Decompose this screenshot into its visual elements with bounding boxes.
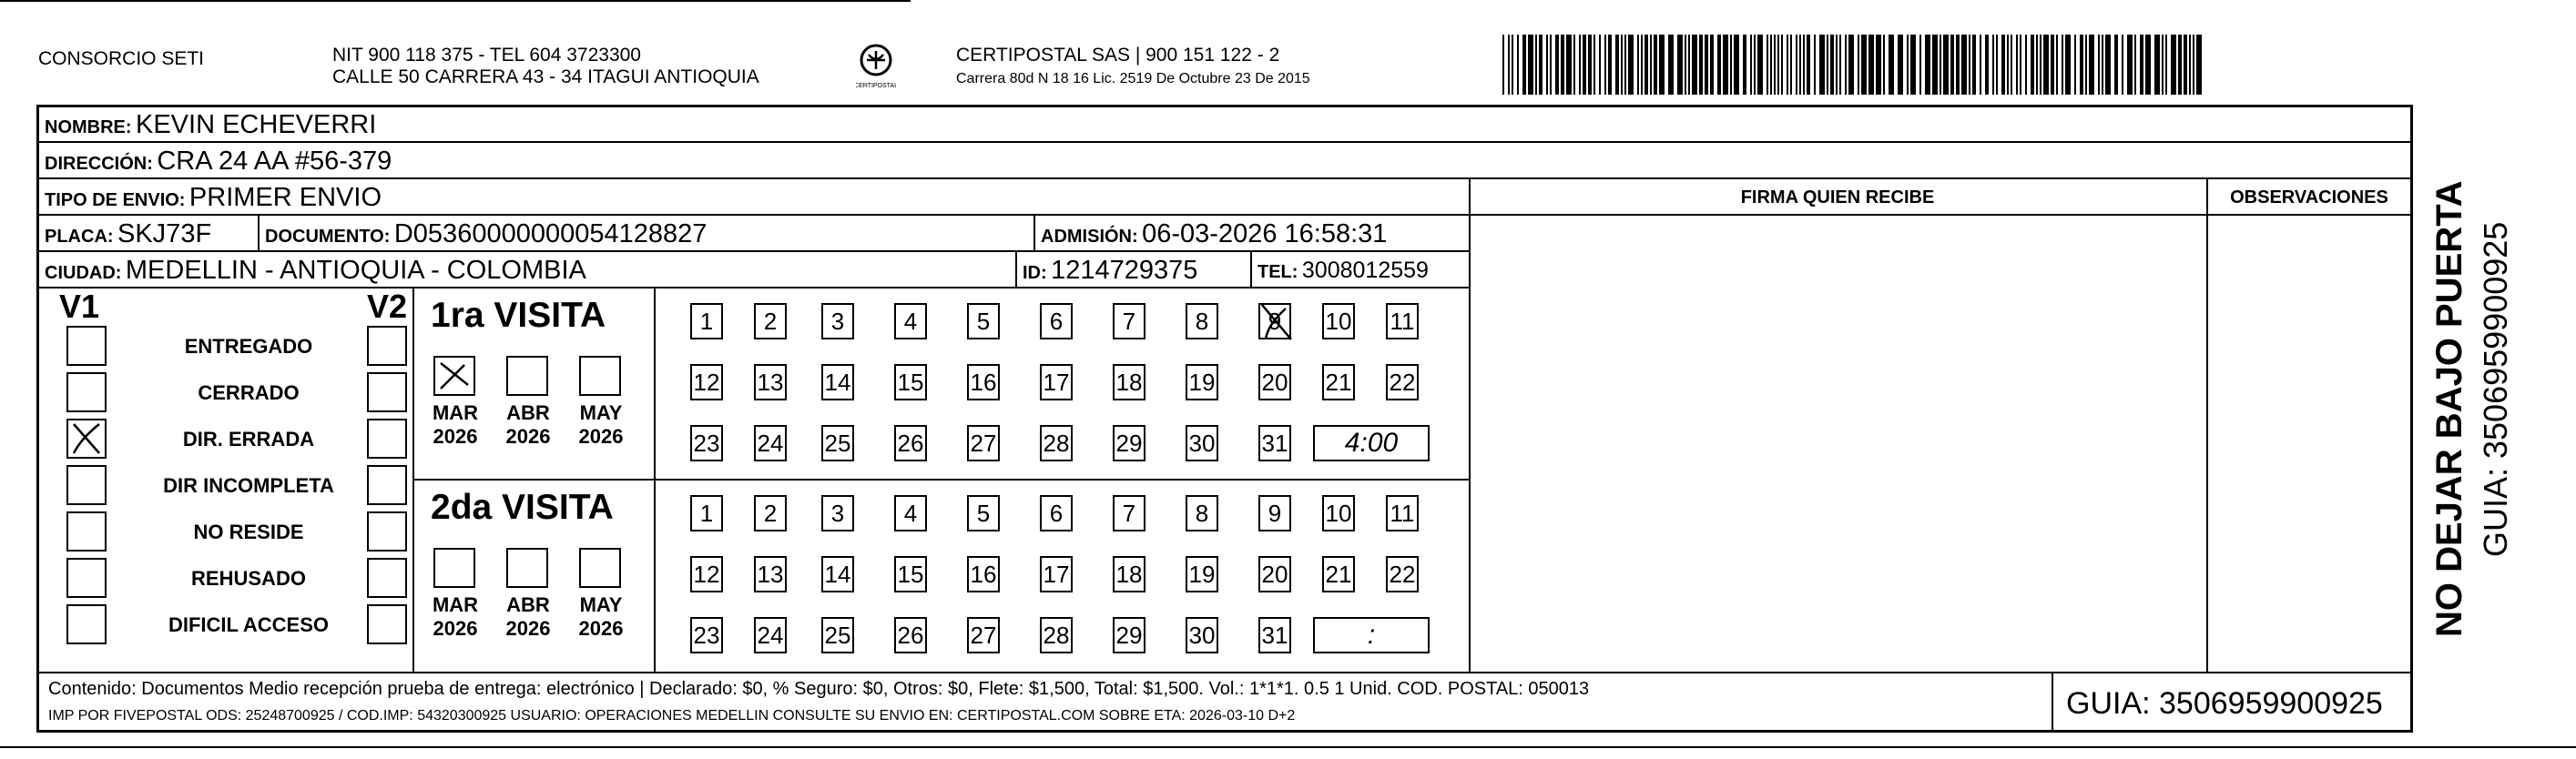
nit-tel: NIT 900 118 375 - TEL 604 3723300 (332, 45, 641, 66)
visit-title: 2da VISITA (431, 488, 614, 527)
day-box[interactable]: 8 (1186, 495, 1218, 531)
firma-header: FIRMA QUIEN RECIBE (1740, 187, 1935, 207)
day-box[interactable]: 10 (1322, 303, 1355, 339)
status-label: ENTREGADO (184, 335, 313, 358)
documento-label: DOCUMENTO: (265, 227, 391, 247)
day-box[interactable]: 24 (754, 425, 787, 461)
v1-checkbox[interactable] (66, 372, 107, 412)
v1-checkbox[interactable] (66, 558, 107, 598)
v1-checkbox[interactable] (66, 326, 107, 366)
day-box[interactable]: 3 (821, 303, 854, 339)
id-label: ID: (1023, 263, 1047, 283)
certipostal-logo (856, 42, 896, 89)
day-box[interactable]: 20 (1258, 364, 1291, 400)
id-row (1023, 255, 1197, 290)
month-name: ABR (506, 593, 550, 616)
nombre-value: KEVIN ECHEVERRI (136, 110, 377, 139)
v2-checkbox[interactable] (367, 511, 407, 552)
status-label: DIR INCOMPLETA (163, 474, 334, 497)
month-year: 2026 (433, 425, 478, 448)
day-box[interactable]: 16 (967, 364, 1000, 400)
ciudad-row (45, 255, 586, 290)
time-box[interactable]: 4:00 (1313, 425, 1430, 461)
day-box[interactable]: 4 (894, 303, 927, 339)
month-name: MAR (432, 401, 479, 424)
day-box[interactable]: 9 (1258, 303, 1291, 339)
day-box[interactable]: 15 (894, 556, 927, 592)
day-box[interactable]: 30 (1186, 617, 1218, 653)
day-box[interactable]: 30 (1186, 425, 1218, 461)
admision-label: ADMISIÓN: (1041, 227, 1138, 247)
tel-row (1257, 255, 1429, 289)
month-year: 2026 (578, 425, 624, 448)
visit-title: 1ra VISITA (431, 296, 606, 335)
month-checkbox[interactable] (579, 356, 621, 396)
placa-label: PLACA: (45, 227, 114, 247)
day-box[interactable]: 2 (754, 303, 787, 339)
day-box[interactable]: 21 (1322, 556, 1355, 592)
v1-header: V1 (59, 288, 100, 325)
day-box[interactable]: 24 (754, 617, 787, 653)
month-name: MAR (432, 593, 479, 616)
month-label (499, 593, 557, 641)
admision-row (1041, 218, 1387, 254)
day-box[interactable]: 29 (1113, 617, 1145, 653)
id-value: 1214729375 (1051, 256, 1198, 285)
month-name: ABR (506, 401, 550, 424)
tipo-row (45, 182, 382, 218)
company-address: CALLE 50 CARRERA 43 - 34 ITAGUI ANTIOQUIA (332, 66, 759, 87)
day-box[interactable]: 9 (1258, 495, 1291, 531)
v2-checkbox[interactable] (367, 326, 407, 366)
day-box[interactable]: 11 (1386, 303, 1419, 339)
month-year: 2026 (505, 425, 551, 448)
day-box[interactable]: 25 (821, 617, 854, 653)
day-mark-icon (1258, 303, 1291, 339)
footer-imp: IMP POR FIVEPOSTAL ODS: 25248700925 / COD.IMP: 54320300925 USUARIO: OPERACIONES MEDELLIN CONSULTE SU ENVIO EN: CERTIPOSTAL.COM SOBRE ETA: 2026-03-10 D+2 (48, 708, 1296, 724)
certipostal-license: Carrera 80d N 18 16 Lic. 2519 De Octubre 23 De 2015 (956, 71, 1310, 86)
day-box[interactable]: 28 (1040, 425, 1073, 461)
day-box[interactable]: 8 (1186, 303, 1218, 339)
day-box[interactable]: 22 (1386, 364, 1419, 400)
direccion-row (45, 146, 392, 181)
month-label (499, 401, 557, 449)
day-box[interactable]: 2 (754, 495, 787, 531)
placa-value: SKJ73F (117, 219, 212, 248)
company-name: CONSORCIO SETI (38, 48, 205, 69)
day-box[interactable]: 20 (1258, 556, 1291, 592)
v1-checkbox[interactable] (66, 604, 107, 644)
day-box[interactable]: 23 (690, 425, 723, 461)
month-checkbox[interactable] (433, 356, 475, 396)
day-box[interactable]: 13 (754, 364, 787, 400)
month-checkbox[interactable] (433, 548, 475, 588)
time-box[interactable]: : (1313, 617, 1430, 653)
ciudad-value: MEDELLIN - ANTIOQUIA - COLOMBIA (125, 256, 586, 285)
day-box[interactable]: 13 (754, 556, 787, 592)
direccion-value: CRA 24 AA #56-379 (157, 147, 392, 176)
direccion-label: DIRECCIÓN: (45, 154, 153, 174)
month-checkbox[interactable] (506, 548, 548, 588)
v2-checkbox[interactable] (367, 419, 407, 459)
admision-value: 06-03-2026 16:58:31 (1142, 219, 1388, 248)
status-label: DIR. ERRADA (182, 428, 315, 450)
bottom-edge (0, 746, 2576, 748)
tel-value: 3008012559 (1301, 258, 1429, 283)
top-edge (0, 0, 911, 2)
day-box[interactable]: 4 (894, 495, 927, 531)
day-box[interactable]: 27 (967, 425, 1000, 461)
day-box[interactable]: 29 (1113, 425, 1145, 461)
tel-label: TEL: (1257, 262, 1298, 282)
firma-divider (1469, 177, 1471, 672)
placa-row (45, 218, 211, 254)
day-box[interactable]: 1 (690, 495, 723, 531)
nombre-row (45, 109, 376, 145)
day-box[interactable]: 14 (821, 364, 854, 400)
month-year: 2026 (505, 617, 551, 640)
day-box[interactable]: 31 (1258, 617, 1291, 653)
tipo-label: TIPO DE ENVIO: (45, 190, 186, 210)
month-label (572, 593, 630, 641)
month-checkbox[interactable] (506, 356, 548, 396)
day-box[interactable]: 15 (894, 364, 927, 400)
day-box[interactable]: 5 (967, 495, 1000, 531)
day-box[interactable]: 31 (1258, 425, 1291, 461)
month-year: 2026 (433, 617, 478, 640)
observaciones-header: OBSERVACIONES (2230, 187, 2388, 207)
barcode (1502, 35, 2208, 95)
month-year: 2026 (578, 617, 624, 640)
delivery-form (36, 105, 2413, 733)
day-box[interactable]: 23 (690, 617, 723, 653)
day-box[interactable]: 17 (1040, 364, 1073, 400)
day-box[interactable]: 1 (690, 303, 723, 339)
v2-checkbox[interactable] (367, 604, 407, 644)
day-box[interactable]: 26 (894, 425, 927, 461)
day-box[interactable]: 21 (1322, 364, 1355, 400)
day-box[interactable]: 28 (1040, 617, 1073, 653)
day-box[interactable]: 11 (1386, 495, 1419, 531)
day-box[interactable]: 26 (894, 617, 927, 653)
month-label (572, 401, 630, 449)
no-dejar-notice: NO DEJAR BAJO PUERTA (2429, 180, 2469, 637)
day-box[interactable]: 12 (690, 556, 723, 592)
month-name: MAY (579, 401, 623, 424)
guia-number: GUIA: 3506959900925 (2066, 686, 2383, 721)
v2-header: V2 (367, 288, 408, 325)
status-label: REHUSADO (191, 567, 306, 590)
v1-checkbox[interactable] (66, 465, 107, 505)
day-box[interactable]: 18 (1113, 364, 1145, 400)
month-label (426, 593, 484, 641)
v2-checkbox[interactable] (367, 558, 407, 598)
footer-content: Contenido: Documentos Medio recepción prueba de entrega: electrónico | Declarado: $0, % Seguro: $0, Otros: $0, Flete: $1,500, Total: $1,500. Vol.: 1*1*1. 0.5 1 Unid. COD. POSTAL: 050013 (48, 679, 1590, 699)
day-box[interactable]: 6 (1040, 495, 1073, 531)
day-box[interactable]: 19 (1186, 556, 1218, 592)
tipo-value: PRIMER ENVIO (188, 183, 382, 212)
v2-checkbox[interactable] (367, 465, 407, 505)
day-box[interactable]: 7 (1113, 495, 1145, 531)
day-box[interactable]: 14 (821, 556, 854, 592)
status-label: NO RESIDE (193, 521, 304, 543)
day-box[interactable]: 5 (967, 303, 1000, 339)
status-label: DIFICIL ACCESO (168, 613, 329, 636)
nombre-label: NOMBRE: (45, 117, 132, 137)
day-box[interactable]: 6 (1040, 303, 1073, 339)
month-checkbox[interactable] (579, 548, 621, 588)
day-box[interactable]: 16 (967, 556, 1000, 592)
ciudad-label: CIUDAD: (45, 263, 122, 283)
certipostal-info: CERTIPOSTAL SAS | 900 151 122 - 2 (956, 45, 1280, 66)
day-box[interactable]: 17 (1040, 556, 1073, 592)
day-box[interactable]: 19 (1186, 364, 1218, 400)
documento-value: D05360000000054128827 (393, 219, 708, 248)
status-label: CERRADO (198, 381, 300, 404)
day-box[interactable]: 27 (967, 617, 1000, 653)
day-box[interactable]: 25 (821, 425, 854, 461)
day-box[interactable]: 12 (690, 364, 723, 400)
month-name: MAY (579, 593, 623, 616)
month-label (426, 401, 484, 449)
v1-checkbox[interactable] (66, 419, 107, 459)
day-box[interactable]: 22 (1386, 556, 1419, 592)
v2-checkbox[interactable] (367, 372, 407, 412)
day-box[interactable]: 10 (1322, 495, 1355, 531)
v1-checkbox[interactable] (66, 511, 107, 552)
side-guia: GUIA: 3506959900925 (2477, 221, 2514, 557)
day-box[interactable]: 18 (1113, 556, 1145, 592)
svg-text:CERTIPOSTAL: CERTIPOSTAL (856, 83, 896, 89)
day-box[interactable]: 7 (1113, 303, 1145, 339)
documento-row (265, 218, 707, 254)
day-box[interactable]: 3 (821, 495, 854, 531)
